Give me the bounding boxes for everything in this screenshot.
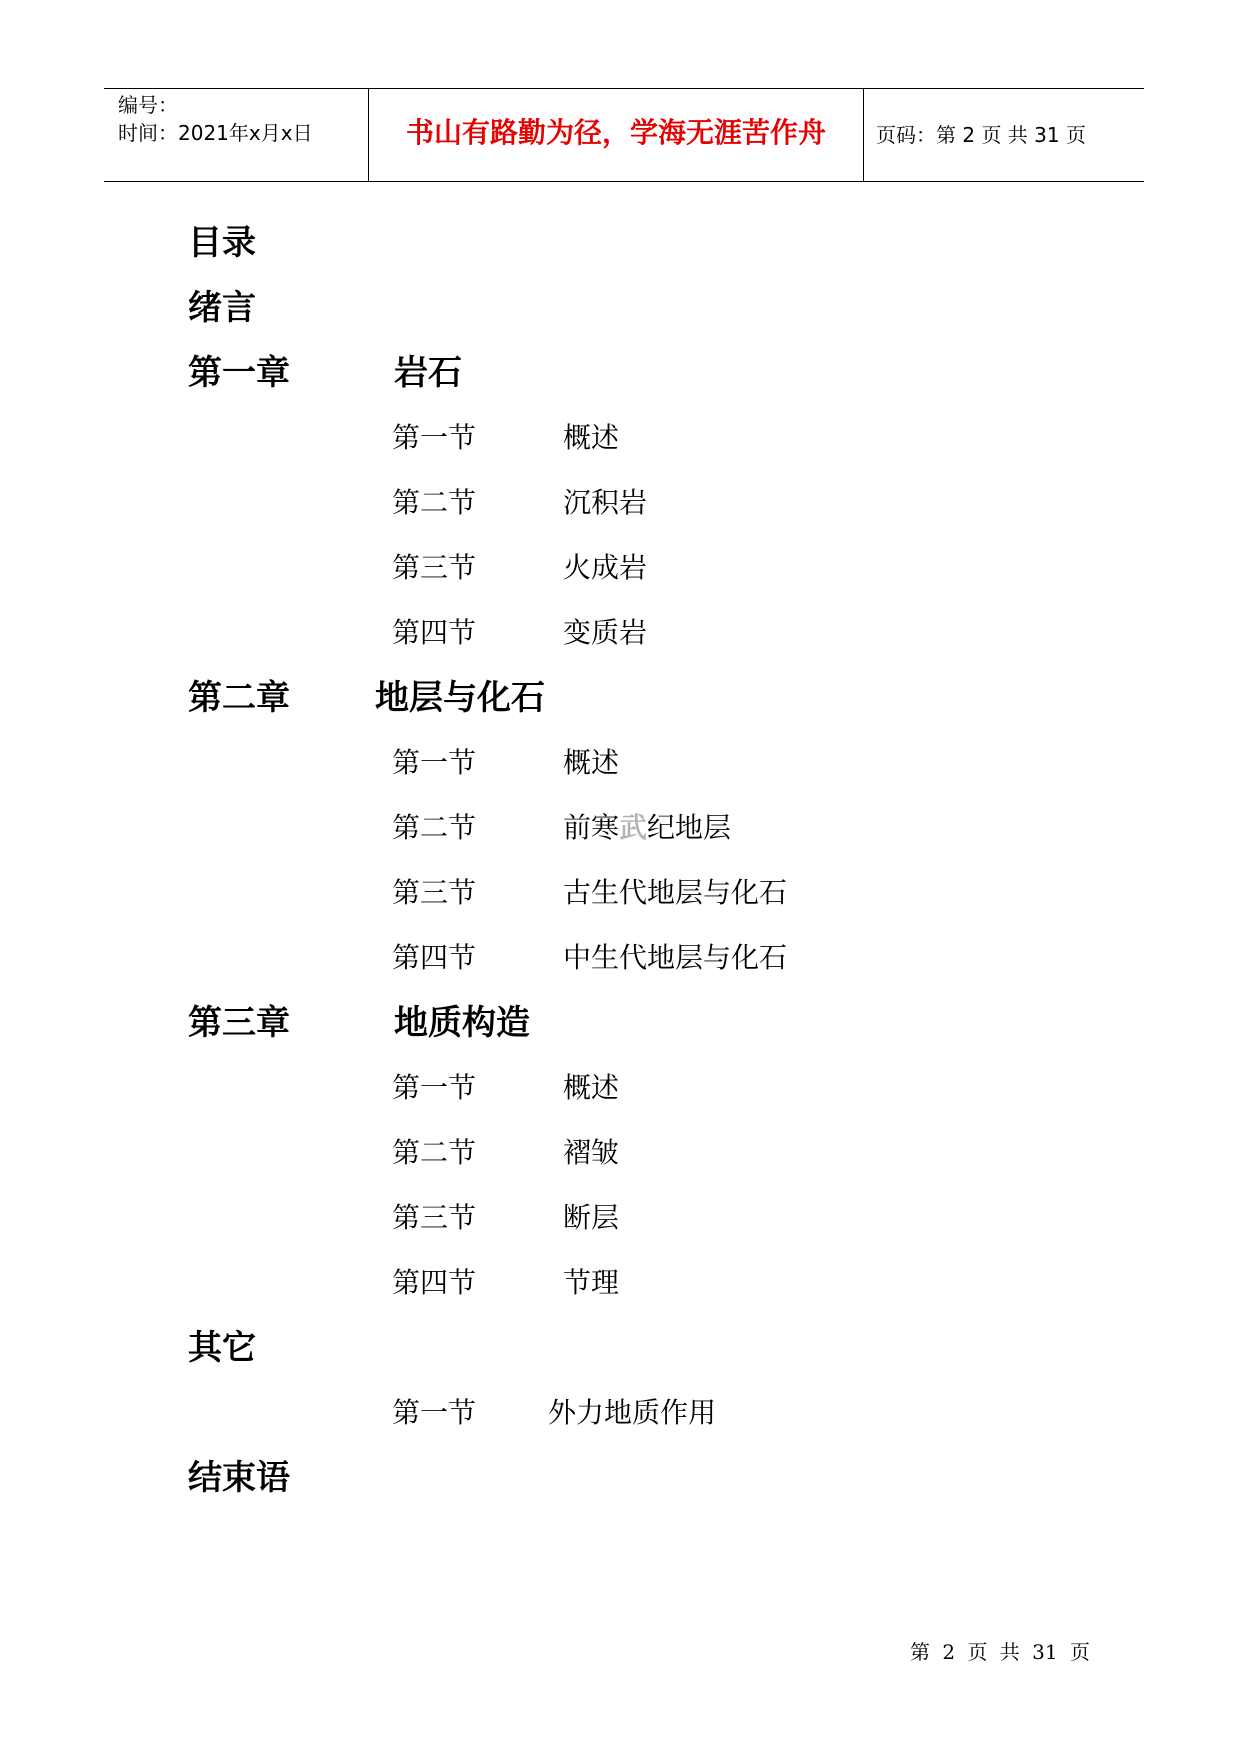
section-name: 古生代地层与化石 [563,876,788,909]
serial-number-label: 编号： [118,93,178,117]
date-line: 时间：2021年x月x日 [118,121,313,145]
section-label: 第一节 [392,746,477,779]
motto: 书山有路勤为径，学海无涯苦作舟 [405,116,826,149]
chapter-2-label: 第二章 [188,678,290,718]
section-label: 第二节 [392,486,477,519]
section-label: 第四节 [392,616,477,649]
section-label: 第二节 [392,811,477,844]
section-label: 第二节 [392,1136,477,1169]
toc-title: 目录 [188,223,256,263]
section-label: 第四节 [392,1266,477,1299]
section-label: 第三节 [392,876,477,909]
chapter-3-name: 地质构造 [394,1003,530,1043]
section-label: 第三节 [392,1201,477,1234]
section-name: 概述 [563,421,620,454]
section-label: 第一节 [392,1071,477,1104]
section-name: 断层 [563,1201,620,1234]
page-info: 页码：第 2 页 共 31 页 [876,123,1086,147]
toc-intro: 绪言 [188,288,256,328]
section-name: 中生代地层与化石 [563,941,788,974]
highlighted-character: 武 [619,811,648,844]
section-name [563,811,731,845]
section-name: 沉积岩 [563,486,648,519]
section-name-part: 纪地层 [647,811,732,844]
section-label: 第四节 [392,941,477,974]
section-name: 外力地质作用 [548,1396,717,1429]
page-footer: 第 2 页 共 31 页 [910,1640,1090,1664]
section-name: 概述 [563,1071,620,1104]
conclusion-heading: 结束语 [188,1458,290,1498]
chapter-1-label: 第一章 [188,353,290,393]
chapter-2-name: 地层与化石 [375,678,545,718]
section-name: 火成岩 [563,551,648,584]
section-name: 节理 [563,1266,620,1299]
section-name: 变质岩 [563,616,648,649]
chapter-1-name: 岩石 [394,353,462,393]
chapter-3-label: 第三章 [188,1003,290,1043]
other-heading: 其它 [188,1328,256,1368]
section-label: 第三节 [392,551,477,584]
section-name: 概述 [563,746,620,779]
section-label: 第一节 [392,421,477,454]
section-label: 第一节 [392,1396,477,1429]
section-name: 褶皱 [563,1136,620,1169]
section-name-part: 前寒 [563,811,620,844]
